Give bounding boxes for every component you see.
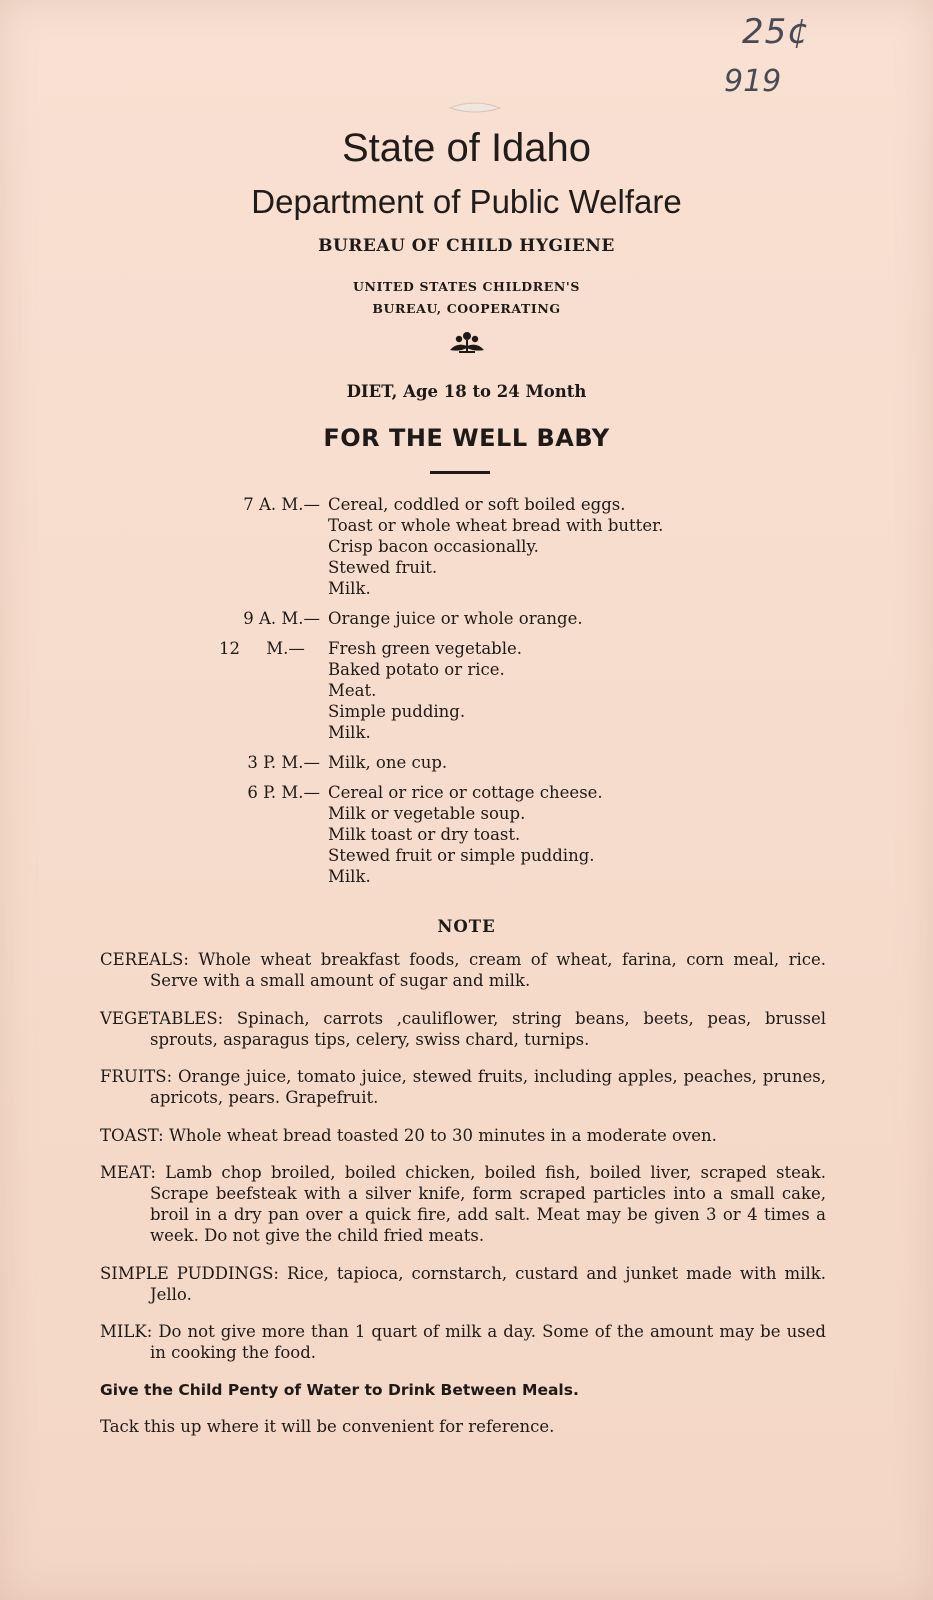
- reference-instruction: Tack this up where it will be convenient for reference.: [100, 1417, 555, 1436]
- note-meat: MEAT: Lamb chop broiled, boiled chicken, boiled fish, boiled liver, scraped steak. Scrape beefsteak with a silver knife, form scraped particles into a small cake, broil in a dry pan over a quick fire, add salt. Meat may be given 3 or 4 times a week. Do not give the child fried meats.: [100, 1163, 826, 1245]
- meal-3pm: [0, 752, 933, 773]
- note-cereals: CEREALS: Whole wheat breakfast foods, cream of wheat, farina, corn meal, rice. Serve with a small amount of sugar and milk.: [100, 950, 826, 990]
- meal-6pm: [0, 782, 933, 887]
- notes-list: [100, 949, 826, 1373]
- cooperating-line-1: UNITED STATES CHILDREN'S: [353, 279, 580, 294]
- pencil-code-annotation: 919: [724, 64, 782, 99]
- meal-item: Milk or vegetable soup.: [328, 804, 526, 823]
- title-divider: [430, 471, 490, 474]
- note-fruits: FRUITS: Orange juice, tomato juice, stewed fruits, including apples, peaches, prunes, apricots, pears. Grapefruit.: [100, 1067, 826, 1107]
- meal-item: Toast or whole wheat bread with butter.: [328, 516, 664, 535]
- meal-item: Milk, one cup.: [328, 753, 448, 772]
- meal-item: Milk.: [328, 723, 371, 742]
- meal-time: 9 A. M.—: [243, 609, 320, 628]
- meal-item: Simple pudding.: [328, 702, 466, 721]
- meal-9am: [0, 608, 933, 629]
- page-title: FOR THE WELL BABY: [323, 424, 610, 452]
- department-heading: Department of Public Welfare: [251, 183, 682, 220]
- embossed-stamp-mark: [448, 100, 502, 116]
- bureau-heading: BUREAU OF CHILD HYGIENE: [318, 236, 615, 256]
- diet-age-subtitle: DIET, Age 18 to 24 Month: [346, 382, 587, 401]
- water-instruction: Give the Child Penty of Water to Drink Between Meals.: [100, 1381, 579, 1399]
- meal-item: Orange juice or whole orange.: [328, 609, 583, 628]
- meal-item: Fresh green vegetable.: [328, 639, 523, 658]
- meal-item: Stewed fruit.: [328, 558, 438, 577]
- note-simple-puddings: SIMPLE PUDDINGS: Rice, tapioca, cornstarch, custard and junket made with milk. Jello.: [100, 1263, 826, 1304]
- feeding-schedule: [0, 494, 933, 896]
- meal-time: 3 P. M.—: [247, 753, 320, 772]
- cooperating-note: [0, 276, 933, 320]
- meal-item: Baked potato or rice.: [328, 660, 505, 679]
- meal-item: Cereal, coddled or soft boiled eggs.: [328, 495, 626, 514]
- cooperating-line-2: BUREAU, COOPERATING: [372, 301, 561, 316]
- note-toast: TOAST: Whole wheat bread toasted 20 to 30 minutes in a moderate oven.: [100, 1125, 717, 1145]
- meal-time: 6 P. M.—: [247, 783, 320, 802]
- pencil-price-annotation: 25¢: [742, 12, 810, 52]
- meal-item: Crisp bacon occasionally.: [328, 537, 539, 556]
- meal-item: Milk toast or dry toast.: [328, 825, 521, 844]
- state-heading: State of Idaho: [341, 126, 592, 170]
- meal-item: Milk.: [328, 867, 371, 886]
- meal-item: Cereal or rice or cottage cheese.: [328, 783, 603, 802]
- meal-item: Milk.: [328, 579, 371, 598]
- meal-7am: [0, 494, 933, 599]
- note-vegetables: VEGETABLES: Spinach, carrots ,cauliflower, string beans, beets, peas, brussel sprouts, asparagus tips, celery, swiss chard, turnips.: [100, 1008, 826, 1049]
- meal-12m: [0, 638, 933, 743]
- note-milk: MILK: Do not give more than 1 quart of milk a day. Some of the amount may be used in cooking the food.: [100, 1322, 826, 1362]
- note-heading: NOTE: [437, 917, 496, 936]
- meal-item: Meat.: [328, 681, 377, 700]
- meal-time: 12 M.—: [219, 639, 305, 658]
- meal-time: 7 A. M.—: [243, 495, 320, 514]
- floral-ornament-icon: [0, 330, 933, 358]
- meal-item: Stewed fruit or simple pudding.: [328, 846, 595, 865]
